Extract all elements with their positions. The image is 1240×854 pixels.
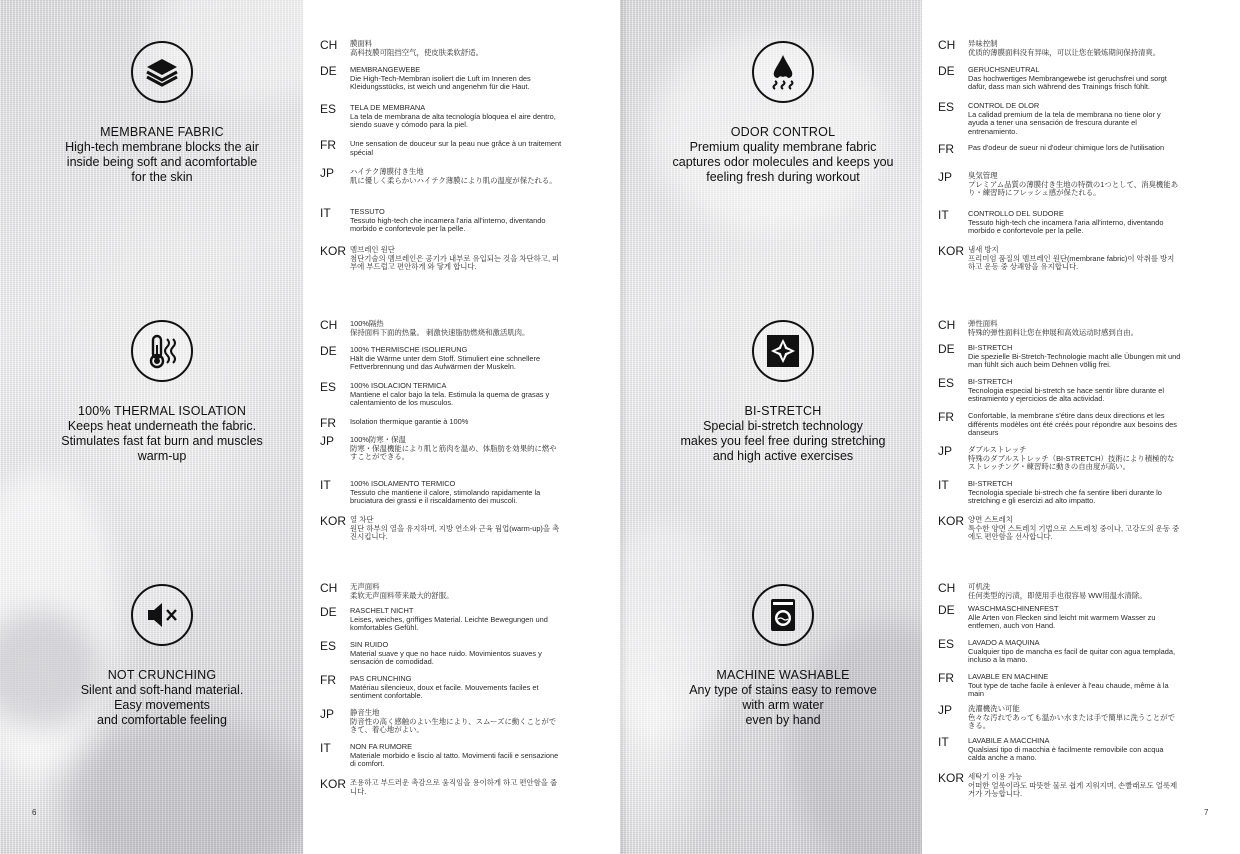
translation-heading: 臭気管理 bbox=[968, 171, 998, 180]
translation-heading: 100% ISOLACION TERMICA bbox=[350, 381, 447, 390]
stretch-arrows-icon bbox=[752, 320, 814, 382]
translation-body: 特殊的弹性面料让您在伸展和高效运动时感到自由。 bbox=[968, 327, 1138, 337]
translation-heading: 100% ISOLAMENTO TERMICO bbox=[350, 479, 456, 488]
translation-body: 프리미엄 품질의 멤브레인 원단(membrane fabric)이 악취를 방지하고 운동 중 상쾌함을 유지합니다. bbox=[968, 253, 1175, 272]
page-number-right: 7 bbox=[1204, 808, 1209, 817]
translation-heading: TESSUTO bbox=[350, 207, 385, 216]
language-code: IT bbox=[938, 478, 949, 492]
language-code: DE bbox=[320, 605, 337, 619]
feature-bi-stretch bbox=[643, 320, 923, 464]
thermometer-icon bbox=[131, 320, 193, 382]
feature-not-crunching bbox=[22, 584, 302, 728]
feature-description-line: Keeps heat underneath the fabric. bbox=[67, 419, 257, 433]
translation-body: 任何类型的污渍，即使用手也很容易 WW用温水清除。 bbox=[968, 590, 1147, 600]
translation-text bbox=[968, 516, 1181, 542]
language-code: FR bbox=[320, 138, 336, 152]
translation-body: 특수한 양면 스트레치 기법으로 스트레칭 중이나, 고강도의 운동 중에도 편안함을 선사합니다. bbox=[968, 523, 1180, 542]
language-code: CH bbox=[320, 318, 338, 332]
translation-body: Tessuto che mantiene il calore, stimolando rapidamente la bruciatura dei grassi e il riscaldamento dei muscoli. bbox=[350, 487, 541, 506]
translation-heading: BI-STRETCH bbox=[968, 343, 1013, 352]
translation-text bbox=[350, 40, 563, 57]
feature-description-line: Any type of stains easy to remove bbox=[689, 683, 877, 697]
language-code: JP bbox=[938, 170, 953, 184]
language-code: CH bbox=[938, 581, 956, 595]
translation-heading: 洗濯機洗い可能 bbox=[968, 704, 1020, 713]
translation-heading: 열 차단 bbox=[350, 515, 374, 524]
translation-heading: 静音生地 bbox=[350, 708, 380, 717]
translation-text bbox=[968, 412, 1181, 438]
translation-body: Tecnologia especial bi-stretch se hace sentir libre durante el estiramiento y ejercicios de alta actividad. bbox=[968, 385, 1164, 404]
translation-text bbox=[350, 66, 563, 92]
translation-body: Das hochwertiges Membrangewebe ist geruchsfrei und sorgt dafür, dass man sich während des Trainings frisch fühlt. bbox=[968, 73, 1167, 92]
translation-text bbox=[350, 516, 563, 542]
translation-body: Mantiene el calor bajo la tela. Estimula la quema de grasas y calentamiento de los musculos. bbox=[350, 389, 550, 408]
translation-heading: ハイテク薄膜付き生地 bbox=[350, 167, 424, 176]
translation-text bbox=[968, 605, 1181, 631]
translation-heading: BI-STRETCH bbox=[968, 479, 1013, 488]
feature-description-line: Silent and soft-hand material. bbox=[80, 683, 244, 697]
translation-body: Materiale morbido e liscio al tatto. Movimenti facili e sensazione di comfort. bbox=[350, 750, 559, 769]
language-code: DE bbox=[938, 342, 955, 356]
translation-body: 防音性の高く感触のよい生地により、スムーズに動くことができて、着心地がよい。 bbox=[350, 716, 557, 735]
translation-heading: 膜面料 bbox=[350, 39, 373, 48]
language-code: IT bbox=[320, 206, 331, 220]
translation-body: La tela de membrana de alta tecnología bloquea el aire dentro, siendo suave y cómodo para la piel. bbox=[350, 111, 556, 130]
translation-heading: PAS CRUNCHING bbox=[350, 674, 412, 683]
language-code: IT bbox=[320, 741, 331, 755]
translation-body: Matériau silencieux, doux et facile. Mouvements faciles et sentiment confortable. bbox=[350, 682, 539, 701]
language-code: JP bbox=[320, 434, 335, 448]
translation-text bbox=[968, 583, 1181, 600]
translation-body: Die spezielle Bi-Stretch-Technologie macht alle Übungen mit und man fühlt sich auch beim Dehnen völlig frei. bbox=[968, 351, 1181, 370]
translation-text bbox=[350, 140, 563, 157]
translation-body: Isolation thermique garantie à 100% bbox=[350, 417, 469, 426]
nose-odor-icon bbox=[752, 41, 814, 103]
translation-text bbox=[968, 378, 1181, 404]
translation-heading: LAVABLE EN MACHINE bbox=[968, 672, 1049, 681]
translation-heading: LAVADO A MAQUINA bbox=[968, 638, 1040, 647]
translation-text bbox=[350, 382, 563, 408]
translation-text bbox=[968, 673, 1181, 699]
translation-text bbox=[968, 480, 1181, 506]
feature-description-line: Special bi-stretch technology bbox=[703, 419, 863, 433]
translation-text bbox=[350, 320, 563, 337]
language-code: KOR bbox=[320, 244, 347, 258]
language-code: ES bbox=[938, 100, 955, 114]
translation-heading: 100%隔热 bbox=[350, 319, 384, 328]
feature-title: 100% THERMAL ISOLATION bbox=[77, 404, 247, 418]
feature-description-line: with arm water bbox=[742, 698, 824, 712]
translation-text bbox=[968, 344, 1181, 370]
translation-text bbox=[968, 446, 1181, 472]
feature-machine-washable bbox=[643, 584, 923, 728]
language-code: ES bbox=[320, 102, 337, 116]
translation-body: Hält die Wärme unter dem Stoff. Stimuliert eine schnellere Fettverbrennung und das Aufwärmen der Muskeln. bbox=[350, 353, 541, 372]
translation-text bbox=[350, 104, 563, 130]
translation-body: Confortable, la membrane s'étire dans deux directions et les différents modèles ont été créés pour répondre aux besoins des danseurs bbox=[968, 411, 1177, 438]
language-code: JP bbox=[938, 703, 953, 717]
translation-text bbox=[968, 40, 1181, 57]
feature-title: NOT CRUNCHING bbox=[107, 668, 217, 682]
translation-text bbox=[968, 210, 1181, 236]
language-code: KOR bbox=[938, 771, 965, 785]
language-code: ES bbox=[938, 376, 955, 390]
translation-heading: WASCHMASCHINENFEST bbox=[968, 604, 1059, 613]
translation-heading: MEMBRANGEWEBE bbox=[350, 65, 421, 74]
feature-description-line: Stimulates fast fat burn and muscles bbox=[61, 434, 263, 448]
translation-text bbox=[350, 418, 563, 427]
translation-text bbox=[350, 583, 563, 600]
language-code: IT bbox=[938, 208, 949, 222]
page-gutter bbox=[620, 0, 628, 854]
translation-heading: BI-STRETCH bbox=[968, 377, 1013, 386]
translation-text bbox=[968, 246, 1181, 272]
translation-body: 优质的薄膜面料没有异味，可以让您在锻炼期间保持清爽。 bbox=[968, 47, 1161, 57]
translation-body: Tessuto high-tech che incamera l'aria all'interno, diventando morbido e confortevole per la pelle. bbox=[350, 215, 546, 234]
language-code: DE bbox=[320, 64, 337, 78]
translation-text bbox=[350, 779, 563, 796]
translation-body: 肌に優しく柔らかいハイテク薄膜により肌の温度が保たれる。 bbox=[350, 175, 557, 185]
language-code: FR bbox=[938, 410, 954, 424]
translation-text bbox=[350, 208, 563, 234]
language-code: CH bbox=[938, 38, 956, 52]
language-code: FR bbox=[938, 142, 954, 156]
translation-heading: TELA DE MEMBRANA bbox=[350, 103, 426, 112]
feature-description-line: for the skin bbox=[131, 170, 193, 184]
language-code: ES bbox=[320, 380, 337, 394]
translation-body: Alle Arten von Flecken sind leicht mit warmem Wasser zu entfernen, auch von Hand. bbox=[968, 612, 1156, 631]
layered-fabric-icon bbox=[131, 41, 193, 103]
translation-heading: 세탁기 이용 가능 bbox=[968, 772, 1023, 781]
language-code: ES bbox=[320, 639, 337, 653]
translation-text bbox=[350, 743, 563, 769]
translation-body: Pas d'odeur de sueur ni d'odeur chimique lors de l'utilisation bbox=[968, 143, 1165, 152]
language-code: CH bbox=[938, 318, 956, 332]
language-code: JP bbox=[320, 707, 335, 721]
language-code: DE bbox=[938, 64, 955, 78]
translation-heading: ダブルストレッチ bbox=[968, 445, 1027, 454]
translation-text bbox=[350, 168, 563, 185]
translation-text bbox=[968, 705, 1181, 731]
translation-body: Die High-Tech-Membran isoliert die Luft im Inneren des Kleidungsstücks, ist weich und angenehm für die Haut. bbox=[350, 73, 531, 92]
translation-text bbox=[350, 709, 563, 735]
translation-heading: GERUCHSNEUTRAL bbox=[968, 65, 1040, 74]
translation-text bbox=[968, 773, 1181, 799]
translation-body: Leises, weiches, griffiges Material. Leichte Bewegungen und komfortables Gefühl. bbox=[350, 614, 548, 633]
language-code: DE bbox=[320, 344, 337, 358]
feature-title: MACHINE WASHABLE bbox=[716, 668, 850, 682]
translation-body: 色々な汚れであっても温かい水または手で簡単に洗うことができる。 bbox=[968, 712, 1175, 731]
translation-body: Qualsiasi tipo di macchia è facilmente removibile con acqua calda anche a mano. bbox=[968, 744, 1164, 763]
translation-heading: 可机洗 bbox=[968, 582, 991, 591]
translation-heading: CONTROLLO DEL SUDORE bbox=[968, 209, 1064, 218]
translation-text bbox=[968, 737, 1181, 763]
language-code: KOR bbox=[320, 777, 347, 791]
translation-body: Material suave y que no hace ruido. Movimientos suaves y sensación de comodidad. bbox=[350, 648, 542, 667]
feature-description-line: captures odor molecules and keeps you bbox=[672, 155, 894, 169]
translation-text bbox=[350, 436, 563, 462]
language-code: FR bbox=[938, 671, 954, 685]
feature-title: ODOR CONTROL bbox=[730, 125, 836, 139]
washing-machine-icon bbox=[752, 584, 814, 646]
translation-heading: CONTROL DE OLOR bbox=[968, 101, 1040, 110]
language-code: JP bbox=[320, 166, 335, 180]
translation-heading: 无声面料 bbox=[350, 582, 380, 591]
feature-description-line: Easy movements bbox=[114, 698, 210, 712]
language-code: IT bbox=[320, 478, 331, 492]
translation-heading: 양면 스트레치 bbox=[968, 515, 1013, 524]
feature-description-line: inside being soft and acomfortable bbox=[66, 155, 258, 169]
language-code: CH bbox=[320, 581, 338, 595]
translation-text bbox=[968, 144, 1181, 153]
language-code: FR bbox=[320, 416, 336, 430]
translation-heading: 弹性面料 bbox=[968, 319, 998, 328]
feature-description-line: warm-up bbox=[137, 449, 187, 463]
language-code: KOR bbox=[938, 514, 965, 528]
translation-heading: SIN RUIDO bbox=[350, 640, 389, 649]
translation-text bbox=[968, 102, 1181, 136]
translation-heading: 100% THERMISCHE ISOLIERUNG bbox=[350, 345, 468, 354]
translation-body: 特殊のダブルストレッチ（BI-STRETCH）技術により積極的なストレッチング・練習時に動きの自由度が高い。 bbox=[968, 453, 1175, 472]
translation-body: プレミアム品質の薄膜付き生地の特徴の1つとして、消臭機能あり・練習時にフレッシュ感が保たれる。 bbox=[968, 179, 1179, 198]
feature-description-line: even by hand bbox=[745, 713, 821, 727]
translation-text bbox=[350, 675, 563, 701]
language-code: IT bbox=[938, 735, 949, 749]
feature-description-line: Premium quality membrane fabric bbox=[689, 140, 877, 154]
translation-body: 조용하고 부드러운 촉감으로 움직임을 용이하게 하고 편안함을 줍니다. bbox=[350, 778, 558, 796]
translation-heading: 냄새 방지 bbox=[968, 245, 999, 254]
muted-speaker-icon bbox=[131, 584, 193, 646]
translation-heading: RASCHELT NICHT bbox=[350, 606, 414, 615]
translation-body: La calidad premium de la tela de membrana no tiene olor y ayuda a tener una sensación de frescura durante el entrenamiento. bbox=[968, 109, 1161, 136]
translation-body: Tecnologia speciale bi-strech che fa sentire liberi durante lo stretching e gli esercizi ad alto impatto. bbox=[968, 487, 1162, 506]
translation-heading: LAVABILE A MACCHINA bbox=[968, 736, 1050, 745]
translation-body: 원단 하부의 열을 유지하며, 지방 연소와 근육 웜업(warm-up)을 촉진시킵니다. bbox=[350, 523, 560, 542]
language-code: KOR bbox=[938, 244, 965, 258]
translation-heading: 100%防寒・保温 bbox=[350, 435, 406, 444]
translation-body: 柔软无声面料带来最大的舒服。 bbox=[350, 590, 454, 600]
feature-title: BI-STRETCH bbox=[744, 404, 822, 418]
translation-body: Une sensation de douceur sur la peau nue grâce à un traitement spécial bbox=[350, 139, 562, 157]
feature-membrane-fabric bbox=[22, 41, 302, 185]
translation-heading: 멤브레인 원단 bbox=[350, 245, 395, 254]
feature-description-line: makes you feel free during stretching bbox=[680, 434, 886, 448]
language-code: CH bbox=[320, 38, 338, 52]
feature-description-line: feeling fresh during workout bbox=[706, 170, 860, 184]
language-code: DE bbox=[938, 603, 955, 617]
translation-heading: NON FA RUMORE bbox=[350, 742, 413, 751]
translation-heading: 异味控制 bbox=[968, 39, 998, 48]
translation-text bbox=[350, 246, 563, 272]
translation-body: 防寒・保温機能により肌と筋肉を温め、体脂肪を効果的に燃やすことができる。 bbox=[350, 443, 557, 462]
translation-body: Cualquier tipo de mancha es facil de quitar con agua templada, incluso a la mano. bbox=[968, 646, 1176, 665]
page-number-left: 6 bbox=[32, 808, 37, 817]
translation-text bbox=[968, 639, 1181, 665]
language-code: KOR bbox=[320, 514, 347, 528]
feature-description-line: and comfortable feeling bbox=[97, 713, 227, 727]
translation-text bbox=[350, 480, 563, 506]
translation-text bbox=[968, 320, 1181, 337]
translation-body: 高科技膜可阻挡空气，使皮肤柔软舒适。 bbox=[350, 47, 484, 57]
language-code: ES bbox=[938, 637, 955, 651]
feature-description-line: High-tech membrane blocks the air bbox=[65, 140, 259, 154]
translation-text bbox=[350, 641, 563, 667]
translation-text bbox=[968, 172, 1181, 198]
feature-description-line: and high active exercises bbox=[712, 449, 854, 463]
feature-100-thermal-isolation bbox=[22, 320, 302, 464]
feature-odor-control bbox=[643, 41, 923, 185]
language-code: JP bbox=[938, 444, 953, 458]
translation-body: 첨단기술의 멤브레인은 공기가 내부로 유입되는 것을 차단하고, 피부에 부드럽고 편안하게 와 닿게 합니다. bbox=[350, 253, 560, 272]
translation-body: 保持面料下面的热量。 刺激快速脂肪燃烧和激活肌肉。 bbox=[350, 327, 530, 337]
translation-body: Tout type de tache facile à enlever à l'eau chaude, même à la main bbox=[968, 680, 1169, 699]
language-code: FR bbox=[320, 673, 336, 687]
translation-body: Tessuto high-tech che incamera l'aria all'interno, diventando morbido e confortevole per la pelle. bbox=[968, 217, 1164, 236]
translation-text bbox=[350, 607, 563, 633]
translation-text bbox=[968, 66, 1181, 92]
feature-title: MEMBRANE FABRIC bbox=[100, 125, 224, 139]
translation-text bbox=[350, 346, 563, 372]
translation-body: 어떠한 얼룩이라도 따뜻한 물로 쉽게 지워지며, 손빨래로도 얼룩제거가 가능합니다. bbox=[968, 780, 1178, 799]
